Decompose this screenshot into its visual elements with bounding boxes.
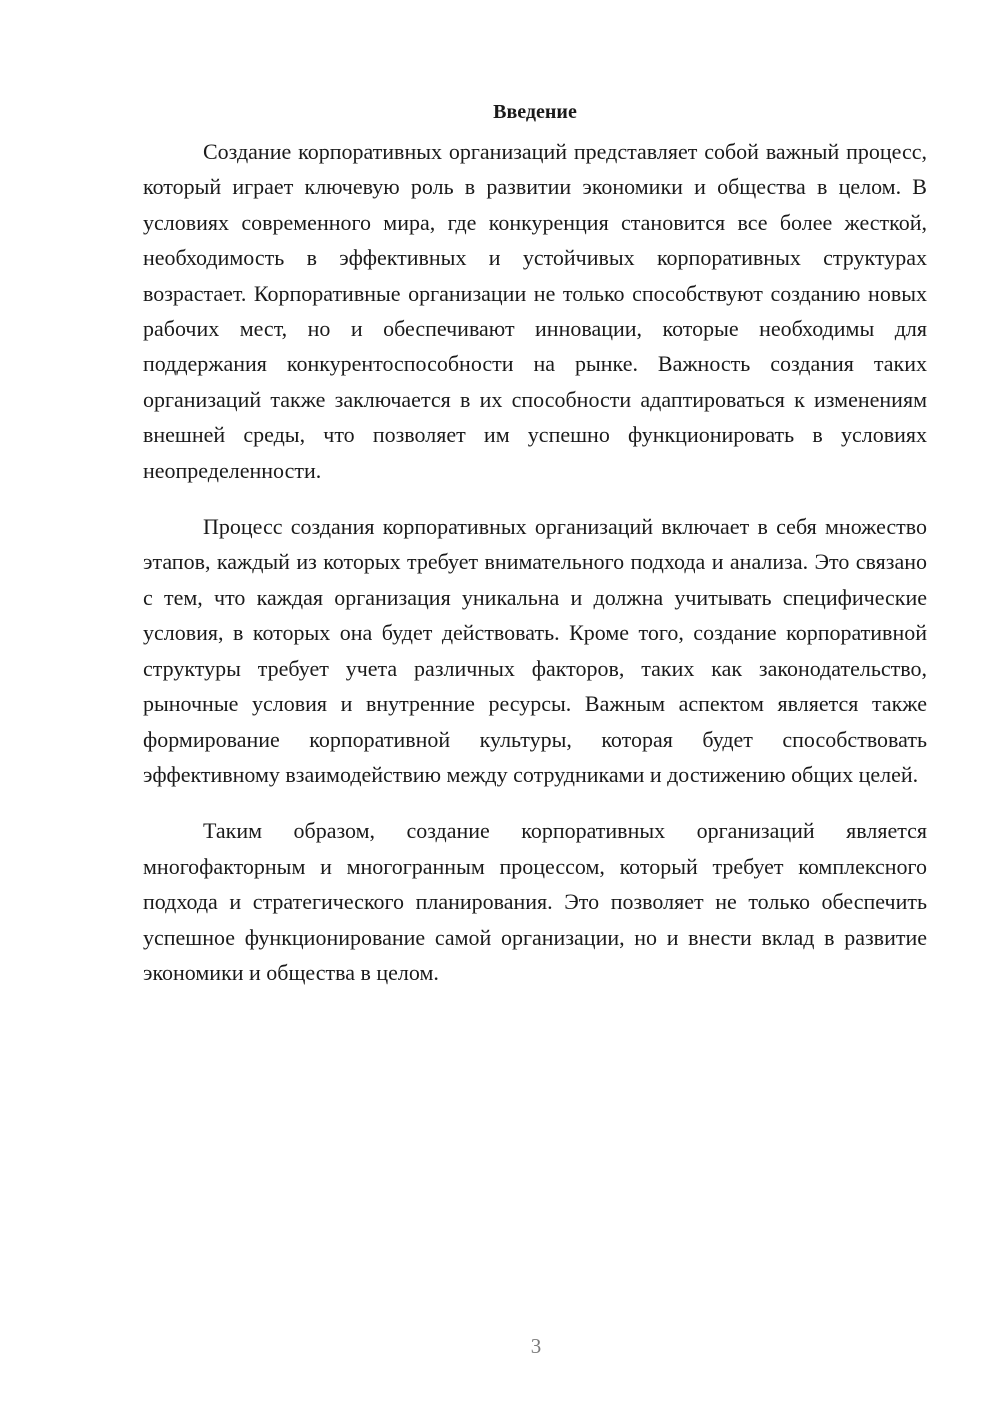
paragraph-3: Таким образом, создание корпоративных организаций является многофакторным и многогранным процессом, который требует комплексного подхода и стратегического планирования. Это позволяет не только обеспечить успешное функционирование самой организации, но и внести вклад в развитие экономики и общества в целом. [143, 818, 927, 985]
page-content [143, 98, 927, 1011]
page-number: 3 [530, 1334, 542, 1358]
paragraph-2: Процесс создания корпоративных организаций включает в себя множество этапов, каждый из которых требует внимательного подхода и анализа. Это связано с тем, что каждая организация уникальна и должна учитывать специфические условия, в которых она будет действовать. Кроме того, создание корпоративной структуры требует учета различных факторов, таких как законодательство, рыночные условия и внутренние ресурсы. Важным аспектом является также формирование корпоративной культуры, которая будет способствовать эффективному взаимодействию между сотрудниками и достижению общих целей. [143, 514, 927, 787]
paragraph-1: Создание корпоративных организаций представляет собой важный процесс, который играет ключевую роль в развитии экономики и общества в целом. В условиях современного мира, где конкуренция становится все более жесткой, необходимость в эффективных и устойчивых корпоративных структурах возрастает. Корпоративные организации не только способствуют созданию новых рабочих мест, но и обеспечивают инновации, которые необходимы для поддержания конкурентоспособности на рынке. Важность создания таких организаций также заключается в их способности адаптироваться к изменениям внешней среды, что позволяет им успешно функционировать в условиях неопределенности. [143, 139, 927, 483]
page-title: Введение [493, 101, 577, 123]
